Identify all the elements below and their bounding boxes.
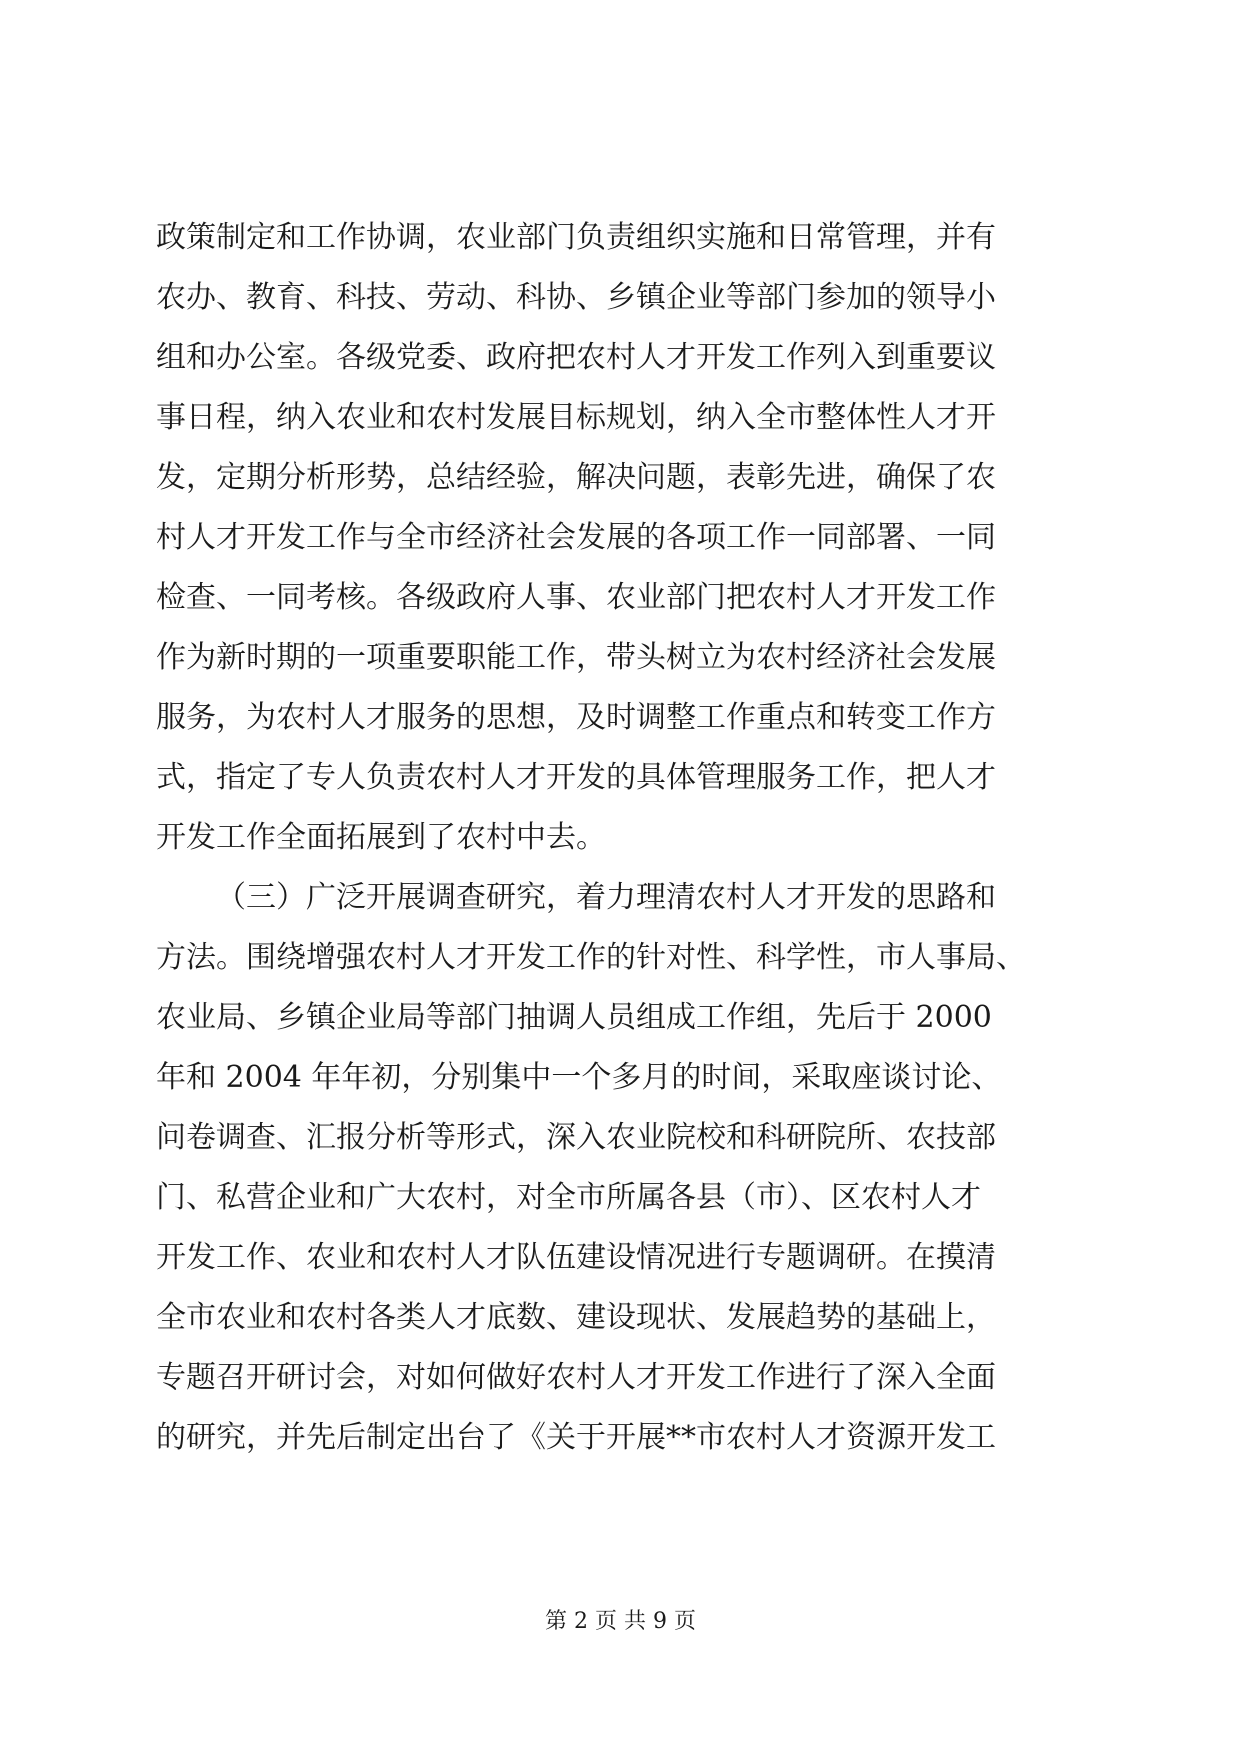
page-number-footer: 第 2 页 共 9 页 <box>545 1609 696 1634</box>
text-line: 政策制定和工作协调，农业部门负责组织实施和日常管理，并有 <box>156 220 996 255</box>
text-line: 式，指定了专人负责农村人才开发的具体管理服务工作，把人才 <box>156 760 996 795</box>
text-line: 作为新时期的一项重要职能工作，带头树立为农村经济社会发展 <box>156 640 996 675</box>
text-line: 专题召开研讨会，对如何做好农村人才开发工作进行了深入全面 <box>156 1360 996 1395</box>
text-line: 年和 2004 年年初，分别集中一个多月的时间，采取座谈讨论、 <box>156 1060 1002 1095</box>
text-line: 开发工作全面拓展到了农村中去。 <box>156 820 606 855</box>
text-line: 检查、一同考核。各级政府人事、农业部门把农村人才开发工作 <box>156 580 996 615</box>
section-heading-line: （三）广泛开展调查研究，着力理清农村人才开发的思路和 <box>216 880 996 915</box>
text-line: 农业局、乡镇企业局等部门抽调人员组成工作组，先后于 2000 <box>156 1000 992 1035</box>
text-line: 的研究，并先后制定出台了《关于开展**市农村人才资源开发工 <box>156 1420 996 1455</box>
text-line: 农办、教育、科技、劳动、科协、乡镇企业等部门参加的领导小 <box>156 280 996 315</box>
text-line: 发，定期分析形势，总结经验，解决问题，表彰先进，确保了农 <box>156 460 996 495</box>
text-line: 门、私营企业和广大农村，对全市所属各县（市）、区农村人才 <box>156 1180 981 1215</box>
text-line: 全市农业和农村各类人才底数、建设现状、发展趋势的基础上， <box>156 1300 996 1335</box>
text-line: 事日程，纳入农业和农村发展目标规划，纳入全市整体性人才开 <box>156 400 996 435</box>
text-line: 方法。围绕增强农村人才开发工作的针对性、科学性，市人事局、 <box>156 940 1026 975</box>
text-line: 开发工作、农业和农村人才队伍建设情况进行专题调研。在摸清 <box>156 1240 996 1275</box>
text-line: 服务，为农村人才服务的思想，及时调整工作重点和转变工作方 <box>156 700 996 735</box>
text-line: 问卷调查、汇报分析等形式，深入农业院校和科研院所、农技部 <box>156 1120 996 1155</box>
text-line: 村人才开发工作与全市经济社会发展的各项工作一同部署、一同 <box>156 520 996 555</box>
text-line: 组和办公室。各级党委、政府把农村人才开发工作列入到重要议 <box>156 340 996 375</box>
